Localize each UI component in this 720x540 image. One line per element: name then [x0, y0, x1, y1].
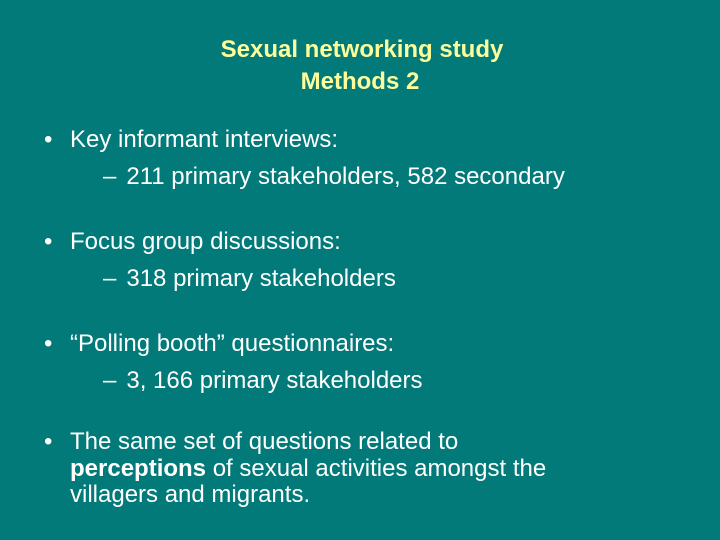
bullet-item: [44, 329, 423, 396]
dash-icon: –: [103, 163, 117, 190]
bullet-text-continued: of sexual activities amongst the: [206, 455, 547, 482]
bullet-item: [44, 227, 396, 294]
bullet-text: Focus group discussions:: [70, 228, 341, 255]
title-line-2: Methods 2: [300, 68, 420, 95]
bullet-text: The same set of questions related to: [70, 428, 459, 455]
sub-bullet-text: 211 primary stakeholders, 582 secondary: [126, 163, 565, 190]
bullet-item: [44, 428, 546, 508]
sub-bullet-text: 3, 166 primary stakeholders: [126, 367, 423, 394]
bullet-text: Key informant interviews:: [70, 126, 339, 153]
bullet-icon: •: [44, 330, 53, 357]
bullet-text: “Polling booth” questionnaires:: [70, 330, 395, 357]
bold-text: perceptions: [70, 455, 207, 482]
bullet-icon: •: [44, 428, 53, 455]
bullet-text-continued: villagers and migrants.: [70, 481, 311, 508]
bullet-item: [44, 125, 565, 192]
title-line-1: Sexual networking study: [220, 36, 504, 63]
dash-icon: –: [103, 265, 117, 292]
bullet-icon: •: [44, 228, 53, 255]
sub-bullet-text: 318 primary stakeholders: [126, 265, 396, 292]
dash-icon: –: [103, 367, 117, 394]
bullet-icon: •: [44, 126, 53, 153]
